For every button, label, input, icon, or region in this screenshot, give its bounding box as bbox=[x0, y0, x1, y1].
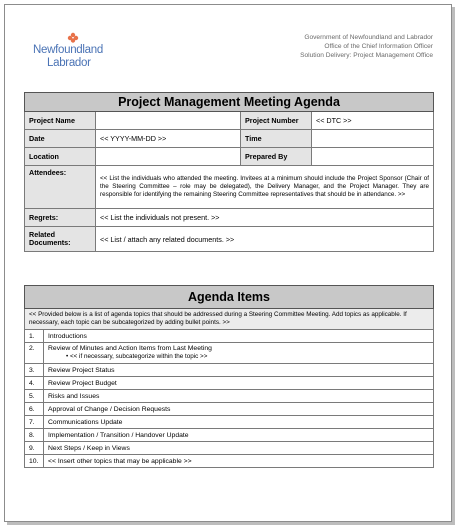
regrets-field[interactable]: << List the individuals not present. >> bbox=[96, 209, 434, 227]
agenda-item-number: 7. bbox=[25, 416, 44, 429]
agenda-items-title: Agenda Items bbox=[25, 286, 434, 309]
org-line-office: Office of the Chief Information Officer bbox=[324, 43, 433, 50]
agenda-item-subtopic: • << if necessary, subcategorize within the topic >> bbox=[66, 353, 208, 360]
related-documents-field[interactable]: << List / attach any related documents. >> bbox=[96, 227, 434, 252]
agenda-item-number: 1. bbox=[25, 330, 44, 343]
agenda-item-row[interactable] bbox=[25, 364, 434, 377]
agenda-item-label[interactable]: Risks and Issues bbox=[44, 390, 434, 403]
organization-header bbox=[300, 33, 433, 60]
org-line-government: Government of Newfoundland and Labrador bbox=[304, 34, 433, 41]
agenda-item-row[interactable] bbox=[25, 429, 434, 442]
agenda-item-row[interactable] bbox=[25, 343, 434, 364]
time-label: Time bbox=[241, 130, 312, 148]
agenda-item-label[interactable]: Implementation / Transition / Handover Update bbox=[44, 429, 434, 442]
agenda-item-row[interactable] bbox=[25, 416, 434, 429]
agenda-item-number: 4. bbox=[25, 377, 44, 390]
agenda-items-intro[interactable]: << Provided below is a list of agenda topics that should be addressed during a Steering Committee Meeting. Add topics as applicable. If necessary, each topic can be subcategorized by adding bullet points. >> bbox=[25, 309, 434, 330]
document-page bbox=[4, 4, 452, 522]
date-field[interactable]: << YYYY-MM-DD >> bbox=[96, 130, 241, 148]
agenda-item-label-with-sub[interactable] bbox=[44, 343, 434, 364]
time-field[interactable] bbox=[312, 130, 434, 148]
agenda-item-label[interactable]: Approval of Change / Decision Requests bbox=[44, 403, 434, 416]
agenda-item-label[interactable]: Communications Update bbox=[44, 416, 434, 429]
meeting-agenda-table bbox=[24, 92, 434, 252]
agenda-item-label[interactable]: Next Steps / Keep in Views bbox=[44, 442, 434, 455]
location-label: Location bbox=[25, 148, 96, 166]
agenda-item-number: 8. bbox=[25, 429, 44, 442]
project-number-field[interactable]: << DTC >> bbox=[312, 112, 434, 130]
agenda-item-label[interactable]: Review Project Budget bbox=[44, 377, 434, 390]
agenda-item-row[interactable] bbox=[25, 455, 434, 468]
agenda-item-number: 6. bbox=[25, 403, 44, 416]
prepared-by-label: Prepared By bbox=[241, 148, 312, 166]
logo-text-newfoundland: Newfoundland bbox=[33, 44, 103, 56]
location-field[interactable] bbox=[96, 148, 241, 166]
project-number-label: Project Number bbox=[241, 112, 312, 130]
agenda-item-number: 9. bbox=[25, 442, 44, 455]
agenda-items-table bbox=[24, 285, 434, 468]
agenda-item-row[interactable] bbox=[25, 390, 434, 403]
agenda-item-row[interactable] bbox=[25, 403, 434, 416]
agenda-item-label[interactable]: Review Project Status bbox=[44, 364, 434, 377]
agenda-item-number: 10. bbox=[25, 455, 44, 468]
agenda-title: Project Management Meeting Agenda bbox=[25, 93, 434, 112]
agenda-item-row[interactable] bbox=[25, 377, 434, 390]
project-name-label: Project Name bbox=[25, 112, 96, 130]
regrets-label: Regrets: bbox=[25, 209, 96, 227]
pitcher-plant-icon bbox=[67, 32, 79, 44]
attendees-field[interactable]: << List the individuals who attended the meeting. Invitees at a minimum should include the Project Sponsor (Chair of the Steering Committee – role may be delegated), the Delivery Manager, and the Project Manager. They are responsible for identifying the remaining Steering Committee representatives that should be in attendance. >> bbox=[96, 166, 434, 209]
date-label: Date bbox=[25, 130, 96, 148]
agenda-item-row[interactable] bbox=[25, 330, 434, 343]
project-name-field[interactable] bbox=[96, 112, 241, 130]
related-documents-label: Related Documents: bbox=[25, 227, 96, 252]
attendees-label: Attendees: bbox=[25, 166, 96, 209]
agenda-item-label[interactable]: Introductions bbox=[44, 330, 434, 343]
agenda-item-number: 3. bbox=[25, 364, 44, 377]
government-logo bbox=[33, 32, 113, 76]
agenda-item-number: 2. bbox=[25, 343, 44, 364]
agenda-item-number: 5. bbox=[25, 390, 44, 403]
agenda-item-row[interactable] bbox=[25, 442, 434, 455]
org-line-division: Solution Delivery: Project Management Office bbox=[300, 52, 433, 59]
agenda-item-label: Review of Minutes and Action Items from Last Meeting bbox=[48, 344, 212, 352]
logo-text-labrador: Labrador bbox=[47, 57, 91, 69]
prepared-by-field[interactable] bbox=[312, 148, 434, 166]
agenda-item-label[interactable]: << Insert other topics that may be applicable >> bbox=[44, 455, 434, 468]
